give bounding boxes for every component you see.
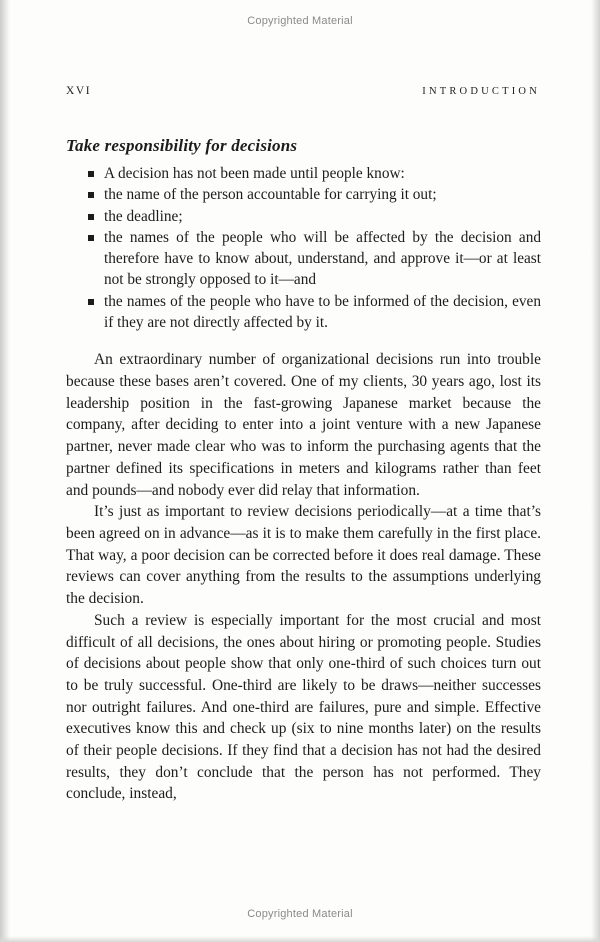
bullet-item — [88, 206, 541, 227]
paragraph: Such a review is especially important for the most crucial and most difficult of all decisions, the ones about hiring or promoting people. Studies of decisions about people show that only one-third of such choices turn out to be truly successful. One-third are likely to be draws—neither successes nor outright failures. And one-third are failures, pure and simple. Effective executives know this and check up (six to nine months later) on the results of their people decisions. If they find that a decision has not had the desired results, they don’t conclude that the person has not performed. They conclude, instead, — [66, 611, 541, 803]
scan-edge-left — [0, 0, 10, 942]
bullet-square-icon — [88, 235, 94, 241]
watermark-bottom: Copyrighted Material — [247, 908, 353, 920]
bullet-text: the names of the people who have to be informed of the decision, even if they are not directly affected by it. — [104, 292, 541, 332]
bullet-square-icon — [88, 192, 94, 198]
bullet-list — [88, 163, 541, 333]
bullet-item — [88, 184, 541, 205]
running-title: INTRODUCTION — [422, 86, 540, 97]
body-text — [66, 349, 541, 805]
bullet-text: the names of the people who will be affected by the decision and therefore have to know about, understand, and approve it—or at least not be strongly opposed to it—and — [104, 228, 541, 289]
bullet-item — [88, 163, 541, 184]
page-number: XVI — [66, 85, 92, 97]
scan-edge-right — [591, 0, 600, 942]
section-heading: Take responsibility for decisions — [66, 136, 298, 155]
watermark-top: Copyrighted Material — [247, 15, 353, 27]
paragraph: It’s just as important to review decisions periodically—at a time that’s been agreed on in advance—as it is to make them carefully in the first place. That way, a poor decision can be corrected before it does real damage. These reviews can cover anything from the results to the assumptions underlying the decision. — [66, 503, 541, 608]
bullet-item — [88, 291, 541, 334]
scan-edge-bottom — [0, 936, 600, 942]
bullet-text: the name of the person accountable for carrying it out; — [104, 186, 437, 204]
bullet-item — [88, 227, 541, 291]
bullet-text: the deadline; — [104, 207, 183, 225]
bullet-text: A decision has not been made until people know: — [104, 165, 405, 182]
page-header — [66, 85, 540, 97]
page-content — [66, 136, 541, 805]
bullet-square-icon — [88, 214, 94, 220]
paragraph: An extraordinary number of organizational decisions run into trouble because these bases aren’t covered. One of my clients, 30 years ago, lost its leadership position in the fast-growing Japanese market because the company, after deciding to enter into a joint venture with a new Japanese partner, never made clear who was to inform the purchasing agents that the partner defined its specifications in meters and kilograms rather than feet and pounds—and nobody ever did relay that information. — [66, 351, 541, 499]
bullet-square-icon — [88, 299, 94, 305]
bullet-square-icon — [88, 171, 94, 177]
